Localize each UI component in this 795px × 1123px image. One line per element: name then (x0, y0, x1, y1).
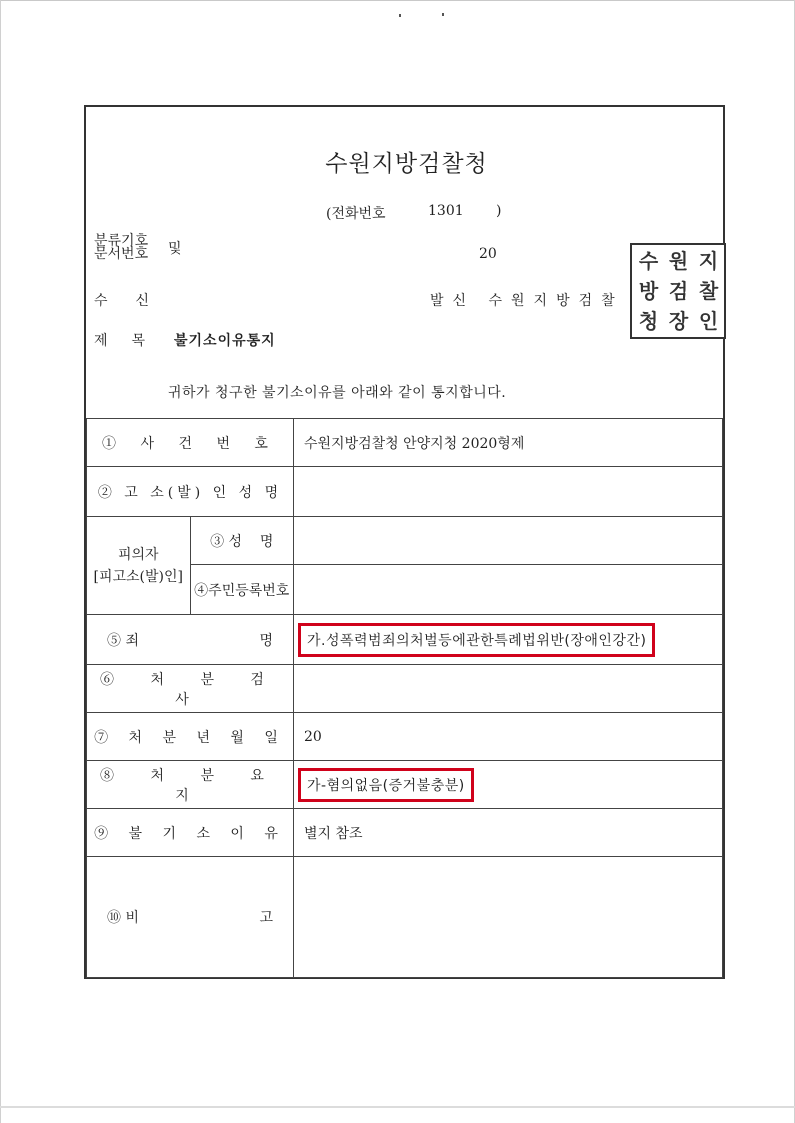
suspect-id-label: ④주민등록번호 (190, 565, 294, 615)
charge-label: ⑤ 죄 명 (87, 615, 294, 665)
classification-and: 및 (168, 241, 182, 257)
seal-char: 청 (638, 309, 659, 333)
suspect-id-value (294, 565, 723, 615)
disposal-summary-label: ⑧ 처 분 요 지 (87, 761, 294, 809)
intro-text: 귀하가 청구한 불기소이유를 아래와 같이 통지합니다. (168, 385, 507, 401)
classification-label: 분류기호 문서번호 (94, 233, 149, 262)
disposal-date-value: 20 (294, 713, 723, 761)
table-row (87, 517, 723, 565)
seal-char: 검 (668, 279, 689, 303)
case-number-value: 수원지방검찰청 안양지청 2020형제 (294, 419, 723, 467)
scan-speck (442, 13, 444, 16)
table-row (87, 615, 723, 665)
suspect-name-value (294, 517, 723, 565)
remarks-value (294, 857, 723, 978)
prosecutor-value (294, 665, 723, 713)
table-row (87, 665, 723, 713)
prosecutor-label: ⑥ 처 분 검 사 (87, 665, 294, 713)
seal-char: 지 (698, 249, 719, 273)
page-edge (0, 0, 795, 1)
agency-title: 수원지방검찰청 (325, 151, 488, 177)
reason-label: ⑨ 불 기 소 이 유 (87, 809, 294, 857)
complainant-value (294, 467, 723, 517)
reason-value: 별지 참조 (294, 809, 723, 857)
suspect-group-label: 피의자 [피고소(발)인] (87, 517, 191, 615)
complainant-label: ② 고 소(발) 인 성 명 (87, 467, 294, 517)
document-frame (84, 105, 725, 979)
notice-table (86, 418, 723, 978)
table-row (87, 761, 723, 809)
charge-value (294, 615, 723, 665)
official-seal (630, 243, 726, 339)
page-edge (0, 0, 1, 1123)
subject-value: 불기소이유통지 (174, 333, 276, 349)
seal-char: 방 (638, 279, 659, 303)
seal-char: 장 (668, 309, 689, 333)
seal-char: 원 (668, 249, 689, 273)
table-row (87, 809, 723, 857)
disposal-date-label: ⑦ 처 분 년 월 일 (87, 713, 294, 761)
phone-close: ) (496, 203, 502, 219)
table-row (87, 467, 723, 517)
scan-line (0, 1106, 795, 1108)
recipient-label: 수신 (94, 293, 178, 309)
seal-char: 수 (638, 249, 659, 273)
table-row (87, 419, 723, 467)
scan-speck (399, 14, 401, 17)
sender-text: 발신 수원지방검찰 (430, 293, 624, 309)
charge-highlight: 가.성폭력범죄의처벌등에관한특례법위반(장애인강간) (298, 623, 655, 657)
remarks-label: ⑩ 비 고 (87, 857, 294, 978)
table-row (87, 857, 723, 978)
suspect-name-label: ③ 성 명 (190, 517, 294, 565)
phone-label: (전화번호 (326, 206, 386, 222)
seal-char: 인 (698, 309, 719, 333)
document-year: 20 (479, 246, 497, 262)
disposal-summary-value (294, 761, 723, 809)
disposal-summary-highlight: 가-혐의없음(증거불충분) (298, 768, 474, 802)
seal-char: 찰 (698, 279, 719, 303)
phone-number: 1301 (428, 203, 464, 219)
subject-label: 제목 (94, 333, 170, 349)
table-row (87, 713, 723, 761)
case-number-label: ① 사 건 번 호 (87, 419, 294, 467)
